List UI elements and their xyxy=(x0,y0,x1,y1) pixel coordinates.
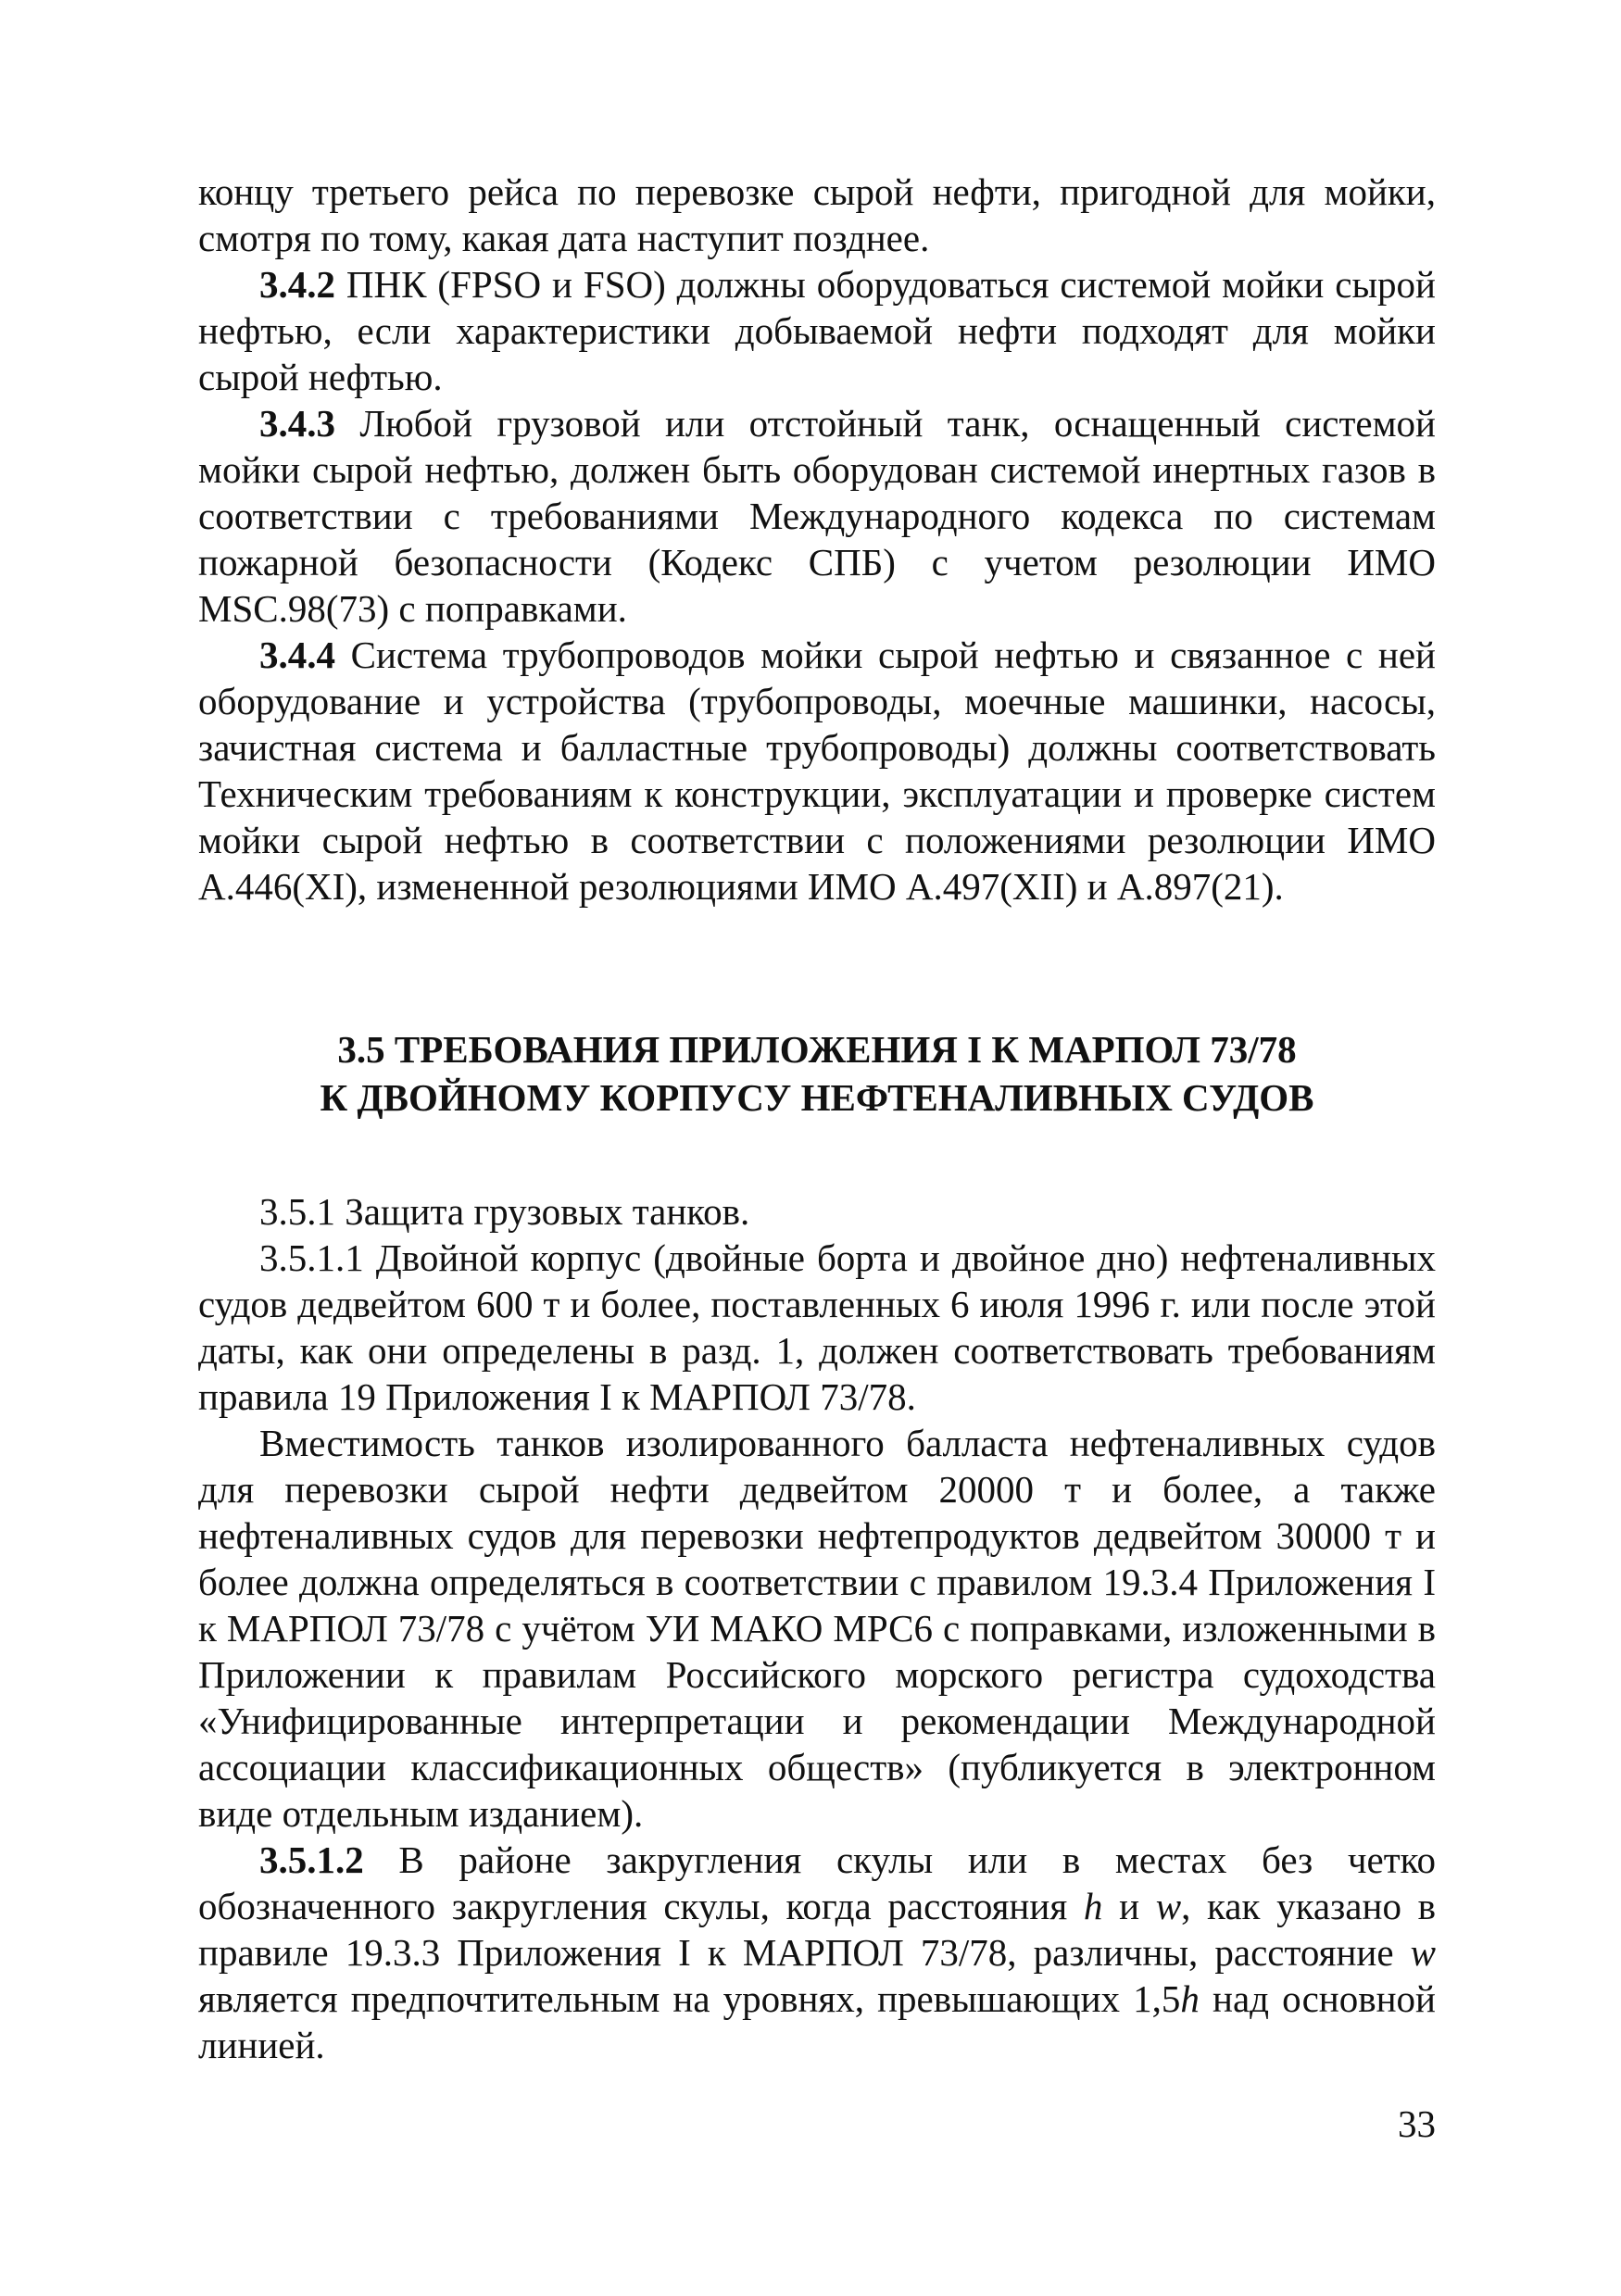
paragraph-text: Вместимость танков изолированного балласта нефтеналивных судов для перевозки сырой нефти дедвейтом 20000 т и более, а также нефтеналивных судов для перевозки нефтепродуктов дедвейтом 30000 т и более должна определяться в соответствии с правилом 19.3.4 Приложения I к МАРПОЛ 73/78 с учётом УИ МАКО МРС6 с поправками, изложенными в Приложении к правилам Российского морского регистра судоходства «Унифицированные интерпретации и рекомендации Международной ассоциации классификационных обществ» (публикуется в электронном виде отдельным изданием). xyxy=(198,1422,1436,1835)
continued-text: концу третьего рейса по перевозке сырой нефти, пригодной для мойки, смотря по тому, какая дата наступит позднее. xyxy=(198,170,1436,259)
continued-paragraph xyxy=(198,169,1436,261)
variable-w: w xyxy=(1155,1885,1182,1927)
variable-w: w xyxy=(1410,1931,1436,1974)
variable-h: h xyxy=(1180,1977,1200,2020)
paragraph-text-d: является предпочтительным на уровнях, превышающих 1,5 xyxy=(198,1977,1181,2020)
paragraph-number: 3.4.2 xyxy=(259,263,335,306)
paragraph-3-4-4 xyxy=(198,632,1436,910)
paragraph-text: Любой грузовой или отстойный танк, оснащенный системой мойки сырой нефтью, должен быть оборудован системой инертных газов в соответствии с требованиями Международного кодекса по системам пожарной безопасности (Кодекс СПБ) с учетом резолюции ИМО MSC.98(73) с поправками. xyxy=(198,402,1436,630)
paragraph-number: 3.5.1.2 xyxy=(259,1838,364,1881)
paragraph-number: 3.4.4 xyxy=(259,634,335,676)
paragraph-text: Двойной корпус (двойные борта и двойное дно) нефтеналивных судов дедвейтом 600 т и более, поставленных 6 июля 1996 г. или после этой даты, как они определены в разд. 1, должен соответствовать требованиям правила 19 Приложения I к МАРПОЛ 73/78. xyxy=(198,1236,1436,1418)
paragraph-3-4-3 xyxy=(198,400,1436,632)
paragraph-text-c: , как указано в правиле 19.3.3 Приложения I к МАРПОЛ 73/78, различны, расстояние xyxy=(198,1885,1436,1974)
paragraph-number: 3.4.3 xyxy=(259,402,335,445)
variable-h: h xyxy=(1083,1885,1103,1927)
paragraph-text: Система трубопроводов мойки сырой нефтью и связанное с ней оборудование и устройства (трубопроводы, моечные машинки, насосы, зачистная система и балластные трубопроводы) должны соответствовать Техническим требованиям к конструкции, эксплуатации и проверке систем мойки сырой нефтью в соответствии с положениями резолюции ИМО А.446(XI), измененной резолюциями ИМО А.497(XII) и А.897(21). xyxy=(198,634,1436,908)
subsection-heading-3-5-1: 3.5.1 Защита грузовых танков. xyxy=(259,1190,750,1233)
section-heading-line-1: 3.5 ТРЕБОВАНИЯ ПРИЛОЖЕНИЯ I К МАРПОЛ 73/78 xyxy=(337,1028,1297,1071)
section-heading-line-2: К ДВОЙНОМУ КОРПУСУ НЕФТЕНАЛИВНЫХ СУДОВ xyxy=(320,1076,1314,1119)
paragraph-number: 3.5.1.1 xyxy=(259,1236,364,1279)
paragraph-capacity xyxy=(198,1420,1436,1837)
document-page xyxy=(198,169,1436,2068)
paragraph-text: ПНК (FPSO и FSO) должны оборудоваться системой мойки сырой нефтью, если характеристики добываемой нефти подходят для мойки сырой нефтью. xyxy=(198,263,1436,398)
paragraph-3-5-1-1 xyxy=(198,1235,1436,1420)
paragraph-text-b: и xyxy=(1102,1885,1156,1927)
paragraph-3-5-1-2 xyxy=(198,1837,1436,2068)
paragraph-3-4-2 xyxy=(198,261,1436,400)
paragraph-text-e: над основной линией. xyxy=(198,1977,1436,2066)
paragraph-text-a: В районе закругления скулы или в местах без четко обозначенного закругления скулы, когда расстояния xyxy=(198,1838,1436,1927)
section-heading xyxy=(198,1025,1436,1122)
page-number: 33 xyxy=(1398,2102,1436,2145)
